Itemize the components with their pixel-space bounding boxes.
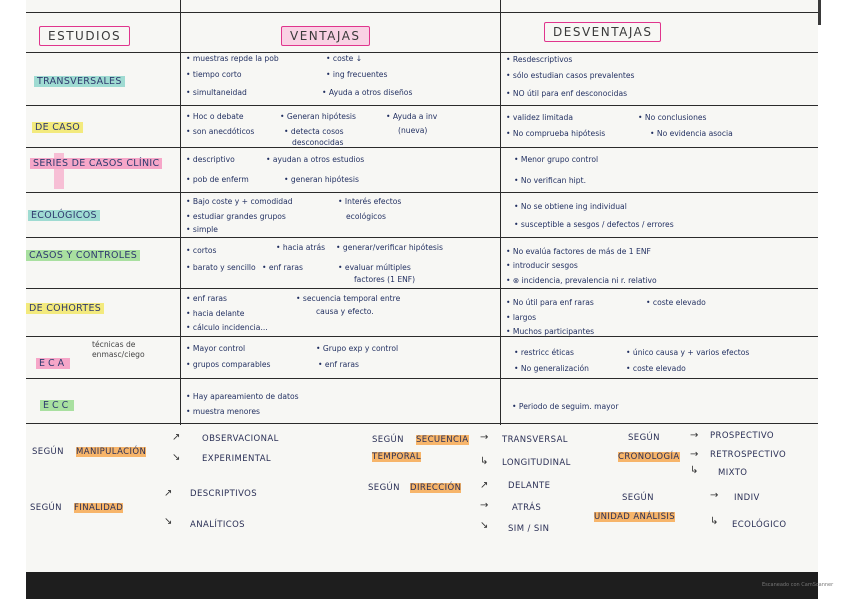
disadvantage-item: • No verifican hipt. — [514, 176, 587, 185]
disadvantage-item: • Resdescriptivos — [506, 55, 573, 64]
arrow-icon: ↘ — [164, 516, 173, 527]
rule — [26, 105, 818, 106]
study-name: SERIES DE CASOS CLÍNIC — [30, 158, 162, 169]
comparison-table — [26, 0, 818, 425]
header-disadvantages: DESVENTAJAS — [544, 22, 661, 42]
arrow-icon: → — [480, 500, 489, 511]
advantage-item: • son anecdóticos — [186, 127, 255, 136]
column-divider — [180, 0, 181, 425]
advantage-item: • cálculo incidencia... — [186, 323, 268, 332]
notes-sheet — [26, 0, 818, 572]
classification-item: SIM / SIN — [508, 524, 550, 534]
advantage-item: ecológicos — [346, 212, 386, 221]
arrow-icon: ↗ — [164, 488, 173, 499]
classification-lead: SEGÚN — [372, 435, 404, 445]
advantage-item: • descriptivo — [186, 155, 235, 164]
advantage-item: • muestras repde la pob — [186, 54, 279, 63]
advantage-item: factores (1 ENF) — [354, 275, 416, 284]
advantage-item: • secuencia temporal entre — [296, 294, 401, 303]
classification-label: UNIDAD ANÁLISIS — [594, 512, 676, 522]
classification-lead: SEGÚN — [368, 483, 400, 493]
advantage-item: • ing frecuentes — [326, 70, 388, 79]
disadvantage-item: • No comprueba hipótesis — [506, 129, 606, 138]
advantage-item: • ayudan a otros estudios — [266, 155, 365, 164]
classification-label: CRONOLOGÍA — [618, 452, 680, 462]
disadvantage-item: • susceptible a sesgos / defectos / errores — [514, 220, 674, 229]
left-margin — [0, 0, 26, 599]
arrow-icon: ↳ — [480, 456, 489, 467]
study-name: CASOS Y CONTROLES — [26, 250, 140, 261]
rule — [26, 237, 818, 238]
rule — [26, 378, 818, 379]
advantage-item: • hacia atrás — [276, 243, 326, 252]
classification-label: SECUENCIA — [416, 435, 469, 445]
advantage-item: • estudiar grandes grupos — [186, 212, 286, 221]
header-studies: ESTUDIOS — [39, 26, 130, 46]
header-advantages: VENTAJAS — [281, 26, 370, 46]
disadvantage-item: • largos — [506, 313, 537, 322]
study-note: técnicas de enmasc/ciego — [92, 340, 145, 359]
advantage-item: • Grupo exp y control — [316, 344, 399, 353]
classification-item: DELANTE — [508, 481, 551, 491]
advantage-item: causa y efecto. — [316, 307, 374, 316]
advantage-item: • simultaneidad — [186, 88, 247, 97]
advantage-item: • generar/verificar hipótesis — [336, 243, 443, 252]
study-name: DE CASO — [32, 122, 83, 133]
advantage-item: • simple — [186, 225, 218, 234]
classification-item: MIXTO — [718, 468, 748, 478]
classification-item: INDIV — [734, 493, 760, 503]
disadvantage-item: • único causa y + varios efectos — [626, 348, 750, 357]
rule — [26, 423, 818, 424]
advantage-item: • Ayuda a otros diseños — [322, 88, 413, 97]
arrow-icon: ↗ — [172, 432, 181, 443]
advantage-item: • Hay apareamiento de datos — [186, 392, 299, 401]
disadvantage-item: • coste elevado — [626, 364, 686, 373]
disadvantage-item: • No evalúa factores de más de 1 ENF — [506, 247, 651, 256]
classification-label: MANIPULACIÓN — [76, 447, 147, 457]
advantage-item: • pob de enferm — [186, 175, 249, 184]
advantage-item: (nueva) — [398, 126, 428, 135]
classification-item: ECOLÓGICO — [732, 520, 787, 530]
advantage-item: • coste ↓ — [326, 54, 363, 63]
disadvantage-item: • No útil para enf raras — [506, 298, 594, 307]
rule — [26, 192, 818, 193]
disadvantage-item: • ⊗ incidencia, prevalencia ni r. relativo — [506, 276, 657, 285]
advantage-item: • enf raras — [318, 360, 359, 369]
disadvantage-item: • Muchos participantes — [506, 327, 595, 336]
classification-item: ANALÍTICOS — [190, 520, 245, 530]
classification-label: DIRECCIÓN — [410, 483, 462, 493]
disadvantage-item: • validez limitada — [506, 113, 573, 122]
rule — [26, 336, 818, 337]
advantage-item: • Interés efectos — [338, 197, 402, 206]
study-name: ECOLÓGICOS — [28, 210, 100, 221]
arrow-icon: → — [690, 449, 699, 460]
classification-item: OBSERVACIONAL — [202, 434, 279, 444]
advantage-item: • grupos comparables — [186, 360, 271, 369]
advantage-item: • Mayor control — [186, 344, 246, 353]
classification-item: RETROSPECTIVO — [710, 450, 787, 460]
advantage-item: • Hoc o debate — [186, 112, 244, 121]
advantage-item: • Ayuda a inv — [386, 112, 438, 121]
study-name: TRANSVERSALES — [34, 76, 125, 87]
disadvantage-item: • coste elevado — [646, 298, 706, 307]
disadvantage-item: • No se obtiene ing individual — [514, 202, 627, 211]
rule — [26, 147, 818, 148]
disadvantage-item: • No generalización — [514, 364, 589, 373]
arrow-icon: ↘ — [172, 452, 181, 463]
disadvantage-item: • No conclusiones — [638, 113, 707, 122]
classification-lead: SEGÚN — [622, 493, 654, 503]
arrow-icon: ↳ — [710, 516, 719, 527]
advantage-item: • hacia delante — [186, 309, 245, 318]
classification-label: TEMPORAL — [372, 452, 422, 462]
disadvantage-item: • introducir sesgos — [506, 261, 578, 270]
advantage-item: • evaluar múltiples — [338, 263, 411, 272]
column-divider — [500, 0, 501, 425]
advantage-item: • barato y sencillo — [186, 263, 256, 272]
disadvantage-item: • Menor grupo control — [514, 155, 599, 164]
advantage-item: • cortos — [186, 246, 217, 255]
classification-item: ATRÁS — [512, 503, 542, 513]
classification-label: FINALIDAD — [74, 503, 124, 513]
disadvantage-item: • No evidencia asocia — [650, 129, 733, 138]
right-margin — [818, 0, 848, 599]
advantage-item: • generan hipótesis — [284, 175, 359, 184]
advantage-item: • tiempo corto — [186, 70, 242, 79]
classification-lead: SEGÚN — [628, 433, 660, 443]
arrow-icon: → — [710, 490, 719, 501]
rule — [26, 52, 818, 53]
disadvantage-item: • Periodo de seguim. mayor — [512, 402, 619, 411]
advantage-item: desconocidas — [292, 138, 344, 147]
arrow-icon: ↗ — [480, 480, 489, 491]
arrow-icon: → — [480, 432, 489, 443]
advantage-item: • enf raras — [262, 263, 303, 272]
classification-item: PROSPECTIVO — [710, 431, 775, 441]
page-edge — [818, 0, 821, 25]
rule — [26, 12, 818, 13]
classification-item: DESCRIPTIVOS — [190, 489, 258, 499]
study-name: ECA — [36, 358, 70, 369]
advantage-item: • detecta cosos — [284, 127, 344, 136]
classification-lead: SEGÚN — [32, 447, 64, 457]
disadvantage-item: • restricc éticas — [514, 348, 574, 357]
disadvantage-item: • sólo estudian casos prevalentes — [506, 71, 635, 80]
classification-item: TRANSVERSAL — [502, 435, 568, 445]
classification-lead: SEGÚN — [30, 503, 62, 513]
classification-item: EXPERIMENTAL — [202, 454, 272, 464]
advantage-item: • Generan hipótesis — [280, 112, 356, 121]
arrow-icon: → — [690, 430, 699, 441]
study-name: DE COHORTES — [26, 303, 104, 314]
scanner-watermark: Escaneado con CamScanner — [762, 582, 834, 588]
arrow-icon: ↘ — [480, 520, 489, 531]
advantage-item: • muestra menores — [186, 407, 261, 416]
advantage-item: • enf raras — [186, 294, 227, 303]
classification-item: LONGITUDINAL — [502, 458, 571, 468]
advantage-item: • Bajo coste y + comodidad — [186, 197, 293, 206]
study-name: ECC — [40, 400, 74, 411]
disadvantage-item: • NO útil para enf desconocidas — [506, 89, 628, 98]
rule — [26, 288, 818, 289]
arrow-icon: ↳ — [690, 465, 699, 476]
